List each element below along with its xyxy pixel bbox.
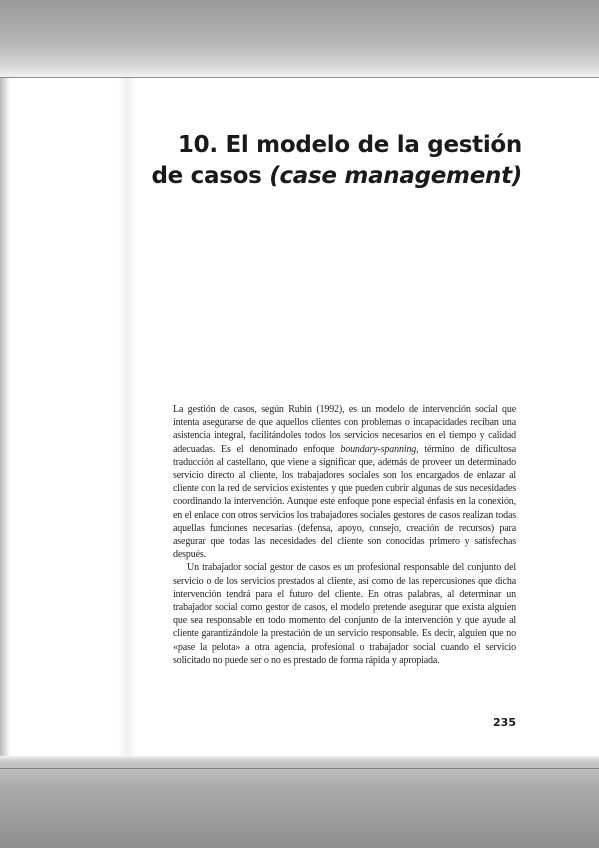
book-gutter <box>118 78 136 756</box>
paragraph-1-part-2: , término de dificultosa traducción al castellano, que viene a significar que, además de proveer un determinado servicio directo al cliente, los trabajadores sociales son los encargados de enlazar al cliente con la red de servicios existentes y que pueden cubrir algunas de sus necesidades coordinando la intervención. Aunque este enfoque pone especial énfasis en la conexión, en el enlace con otros servicios los trabajadores sociales gestores de casos realizan todas aquellas funciones necesarias (defensa, apoyo, consejo, creación de recursos) para asegurar que todas las necesidades del cliente son conocidas primero y satisfechas después. <box>173 443 517 561</box>
chapter-title-italic: (case management) <box>269 163 522 189</box>
paragraph-2: Un trabajador social gestor de casos es un profesional responsable del conjunto del servicio o de los servicios prestados al cliente, así como de las repercusiones que dicha intervención tendrá para el futuro del cliente. En otras palabras, al determinar un trabajador social como gestor de casos, el modelo pretende asegurar que exista alguien que sea responsable en todo momento del conjunto de la intervención y que ayude al cliente garantizándole la prestación de un servicio responsable. Es decir, alguien que no «pase la pelota» a otra agencia, profesional o trabajador social cuando el servicio solicitado no puede ser o no es prestado de forma rápida y apropiada. <box>173 562 516 666</box>
body-text <box>173 403 516 667</box>
scan-left-edge <box>0 78 10 756</box>
paragraph-1-part-1: La gestión de casos, según Rubin (1992), es un modelo de intervención social que intenta asegurarse de que aquellos clientes con problemas o incapacidades reciban una asistencia integral, facilitándoles todos los servicios necesarios en el tiempo y calidad adecuadas. Es el denominado enfoque <box>173 404 516 455</box>
paragraph-1 <box>173 403 516 561</box>
scan-bottom-shadow <box>0 756 599 848</box>
paragraph-1-italic-term: boundary-spanning <box>340 443 417 455</box>
chapter-title-prefix: de casos <box>151 163 270 189</box>
chapter-title-line-2 <box>150 161 522 192</box>
scan-top-shadow <box>0 0 599 78</box>
chapter-title <box>150 130 522 192</box>
page-number: 235 <box>493 716 516 729</box>
chapter-title-line-1: 10. El modelo de la gestión <box>177 132 522 158</box>
